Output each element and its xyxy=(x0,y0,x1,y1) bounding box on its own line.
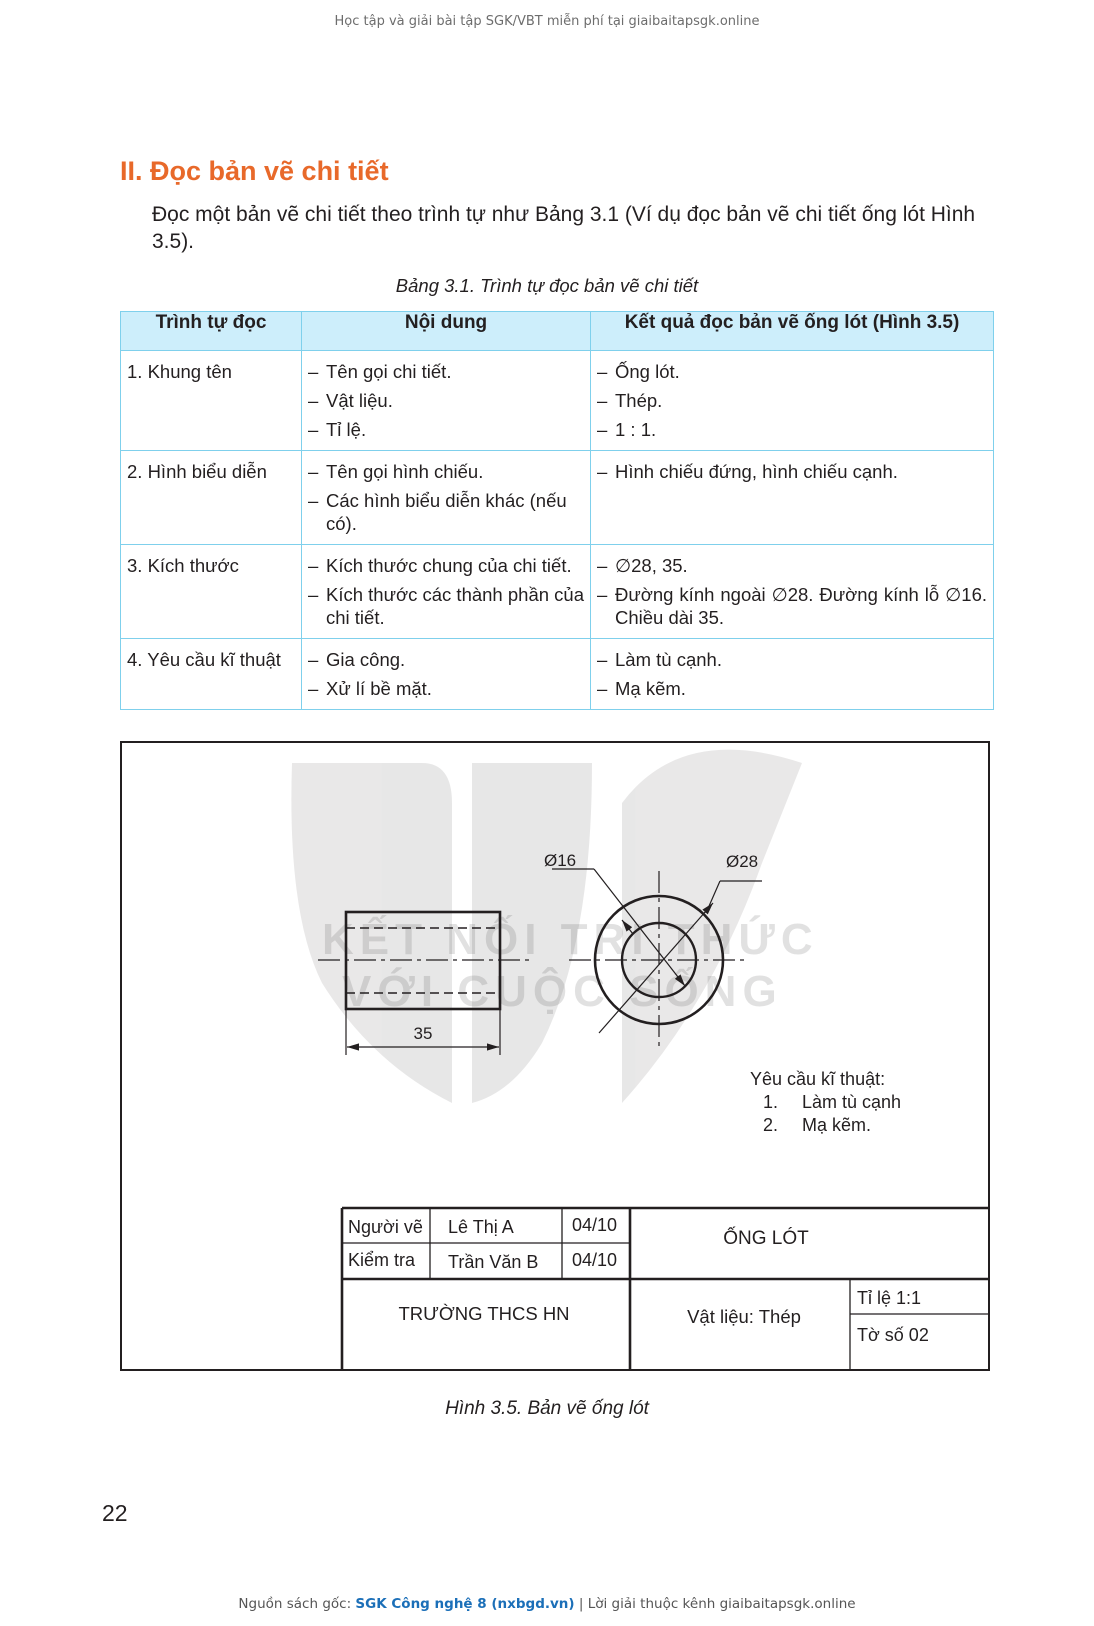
technical-drawing xyxy=(120,741,990,1371)
result-cell: – Ống lót. – Thép. – 1 : 1. xyxy=(591,351,994,451)
list-item: 1 : 1. xyxy=(615,419,657,440)
header-content: Nội dung xyxy=(302,312,591,351)
list-item: Làm tù cạnh. xyxy=(615,649,722,670)
list-item: Ống lót. xyxy=(615,361,680,382)
reading-steps-table xyxy=(120,311,994,710)
list-item: Kích thước chung của chi tiết. xyxy=(326,555,572,576)
list-item: Các hình biểu diễn khác (nếu có). xyxy=(326,490,567,534)
requirement-text: Làm tù cạnh xyxy=(802,1092,902,1112)
part-name: ỐNG LÓT xyxy=(723,1228,809,1249)
list-item: Thép. xyxy=(615,390,663,411)
footer-prefix: Nguồn sách gốc: xyxy=(238,1596,356,1612)
intro-paragraph: Đọc một bản vẽ chi tiết theo trình tự như Bảng 3.1 (Ví dụ đọc bản vẽ chi tiết ống lót Hình 3.5). xyxy=(152,203,976,253)
list-item: Đường kính ngoài ∅28. Đường kính lỗ ∅16. Chiều dài 35. xyxy=(615,584,987,628)
checked-name: Trần Văn B xyxy=(448,1252,539,1272)
requirement-number: 2. xyxy=(763,1115,779,1135)
requirement-number: 1. xyxy=(763,1092,779,1112)
table-caption: Bảng 3.1. Trình tự đọc bản vẽ chi tiết xyxy=(395,275,699,296)
dimension-inner-diameter: Ø16 xyxy=(544,851,577,870)
requirements-title: Yêu cầu kĩ thuật: xyxy=(750,1069,886,1089)
sheet-number: Tờ số 02 xyxy=(857,1325,929,1345)
result-cell: – Hình chiếu đứng, hình chiếu cạnh. xyxy=(591,451,994,545)
section-title: II. Đọc bản vẽ chi tiết xyxy=(120,156,389,186)
drawn-by-name: Lê Thị A xyxy=(448,1217,514,1237)
list-item: Kích thước các thành phần của chi tiết. xyxy=(326,584,584,628)
step-cell: 2. Hình biểu diễn xyxy=(121,451,302,545)
content-cell: – Gia công. – Xử lí bề mặt. xyxy=(302,639,591,710)
list-item: ∅28, 35. xyxy=(615,555,688,576)
requirement-text: Mạ kẽm. xyxy=(802,1115,872,1135)
content-cell: – Kích thước chung của chi tiết. – Kích thước các thành phần của chi tiết. xyxy=(302,545,591,639)
content-cell: – Tên gọi chi tiết. – Vật liệu. – Tỉ lệ. xyxy=(302,351,591,451)
table-row xyxy=(121,351,994,451)
result-cell: – Làm tù cạnh. – Mạ kẽm. xyxy=(591,639,994,710)
watermark-text: KẾT NỐI TRI THỨC xyxy=(322,915,819,964)
list-item: Tên gọi chi tiết. xyxy=(326,361,452,382)
page-number: 22 xyxy=(102,1500,128,1526)
step-cell: 1. Khung tên xyxy=(121,351,302,451)
drawn-by-label: Người vẽ xyxy=(348,1217,423,1237)
bushing-drawing-svg xyxy=(122,743,988,1369)
header-result: Kết quả đọc bản vẽ ống lót (Hình 3.5) xyxy=(591,312,994,351)
table-row xyxy=(121,545,994,639)
list-item: Gia công. xyxy=(326,649,406,670)
footer-note xyxy=(0,1596,1094,1612)
checked-date: 04/10 xyxy=(572,1250,618,1270)
dimension-outer-diameter: Ø28 xyxy=(726,852,759,871)
list-item: Tỉ lệ. xyxy=(326,419,367,440)
dimension-length: 35 xyxy=(413,1024,433,1043)
table-row xyxy=(121,451,994,545)
content-cell: – Tên gọi hình chiếu. – Các hình biểu diễn khác (nếu có). xyxy=(302,451,591,545)
drawn-date: 04/10 xyxy=(572,1215,618,1235)
list-item: Xử lí bề mặt. xyxy=(326,678,432,699)
step-cell: 4. Yêu cầu kĩ thuật xyxy=(121,639,302,710)
result-cell: – ∅28, 35. – Đường kính ngoài ∅28. Đường kính lỗ ∅16. Chiều dài 35. xyxy=(591,545,994,639)
list-item: Vật liệu. xyxy=(326,390,393,411)
list-item: Tên gọi hình chiếu. xyxy=(326,461,484,482)
table-header-row xyxy=(121,312,994,351)
step-cell: 3. Kích thước xyxy=(121,545,302,639)
school-name: TRƯỜNG THCS HN xyxy=(398,1303,570,1324)
watermark-text: VỚI CUỘC SỐNG xyxy=(342,967,783,1016)
checked-label: Kiểm tra xyxy=(348,1250,416,1270)
table-row xyxy=(121,639,994,710)
footer-source-link[interactable]: SGK Công nghệ 8 (nxbgd.vn) xyxy=(355,1596,575,1612)
list-item: Hình chiếu đứng, hình chiếu cạnh. xyxy=(615,461,898,482)
header-note: Học tập và giải bài tập SGK/VBT miễn phí tại giaibaitapsgk.online xyxy=(334,14,760,29)
header-step: Trình tự đọc xyxy=(121,312,302,351)
footer-suffix: | Lời giải thuộc kênh giaibaitapsgk.online xyxy=(574,1596,856,1612)
scale: Tỉ lệ 1:1 xyxy=(857,1288,922,1308)
figure-caption: Hình 3.5. Bản vẽ ống lót xyxy=(445,1398,649,1419)
material: Vật liệu: Thép xyxy=(687,1306,801,1327)
list-item: Mạ kẽm. xyxy=(615,678,686,699)
